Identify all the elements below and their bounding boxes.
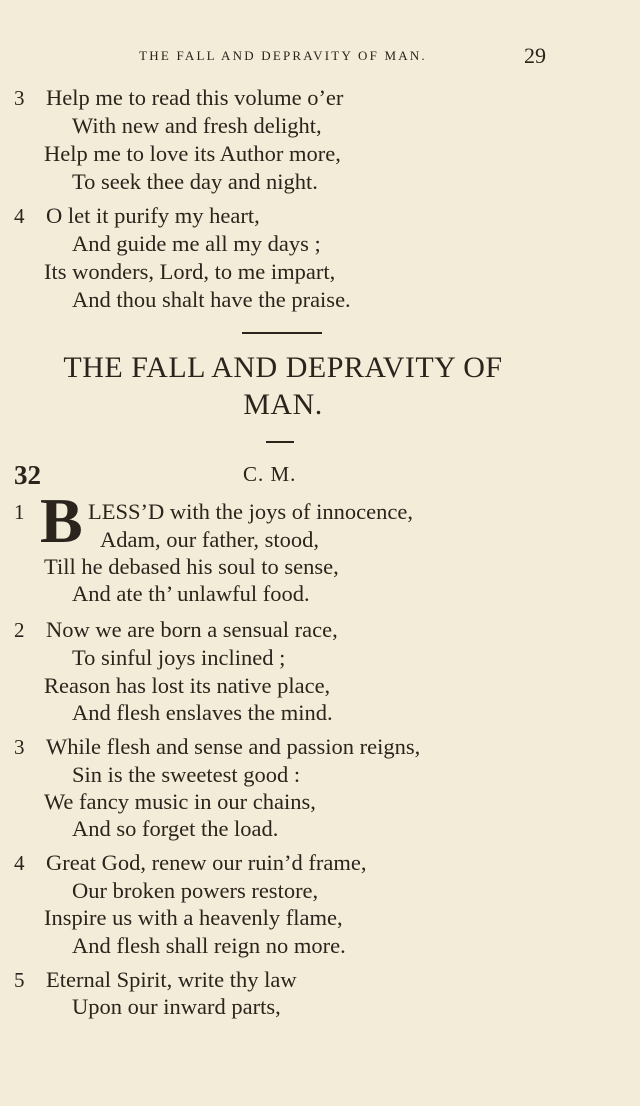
section-title: THE FALL AND DEPRAVITY OF <box>63 351 503 384</box>
verse-line: And so forget the load. <box>72 816 279 841</box>
verse-line: And flesh enslaves the mind. <box>72 700 333 725</box>
verse-line: With new and fresh delight, <box>72 113 322 138</box>
stanza-number: 5 <box>14 968 25 992</box>
verse-line: Its wonders, Lord, to me impart, <box>44 259 336 284</box>
verse-line: Eternal Spirit, write thy law <box>46 967 297 992</box>
verse-line: To seek thee day and night. <box>72 169 318 194</box>
stanza-number: 4 <box>14 851 25 875</box>
verse-line: While flesh and sense and passion reigns, <box>46 734 421 759</box>
stanza-number: 2 <box>14 618 25 642</box>
verse-line: Great God, renew our ruin’d frame, <box>46 850 367 875</box>
stanza-number: 3 <box>14 735 25 759</box>
verse-line: And ate th’ unlawful food. <box>72 581 310 606</box>
verse-line: Now we are born a sensual race, <box>46 617 338 642</box>
verse-line: O let it purify my heart, <box>46 203 260 228</box>
page-number: 29 <box>524 43 546 68</box>
verse-line: Sin is the sweetest good : <box>72 762 301 787</box>
verse-line-text: with the joys of innocence, <box>164 499 413 524</box>
verse-line: We fancy music in our chains, <box>44 789 316 814</box>
verse-line: Reason has lost its native place, <box>44 673 331 698</box>
verse-line: To sinful joys inclined ; <box>72 645 286 670</box>
verse-line: And flesh shall reign no more. <box>72 933 346 958</box>
hymn-meter: C. M. <box>243 462 297 486</box>
drop-cap: B <box>40 485 83 556</box>
verse-line: And guide me all my days ; <box>72 231 321 256</box>
stanza-number: 4 <box>14 204 25 228</box>
verse-line: Help me to read this volume o’er <box>46 85 344 110</box>
verse-line: Adam, our father, stood, <box>100 527 320 552</box>
verse-line: Inspire us with a heavenly flame, <box>44 905 343 930</box>
verse-line: Help me to love its Author more, <box>44 141 341 166</box>
stanza-number: 1 <box>14 500 25 524</box>
first-word: LESS’D <box>88 499 165 524</box>
section-divider <box>242 332 322 334</box>
verse-line: And thou shalt have the praise. <box>72 287 351 312</box>
stanza-number: 3 <box>14 86 25 110</box>
verse-line <box>88 498 413 526</box>
verse-line: Till he debased his soul to sense, <box>44 554 339 579</box>
short-divider <box>266 441 294 443</box>
section-title-continued: MAN. <box>243 388 323 421</box>
verse-line: Our broken powers restore, <box>72 878 319 903</box>
running-head: THE FALL AND DEPRAVITY OF MAN. <box>139 48 427 63</box>
hymn-number: 32 <box>14 460 41 490</box>
verse-line: Upon our inward parts, <box>72 994 281 1019</box>
